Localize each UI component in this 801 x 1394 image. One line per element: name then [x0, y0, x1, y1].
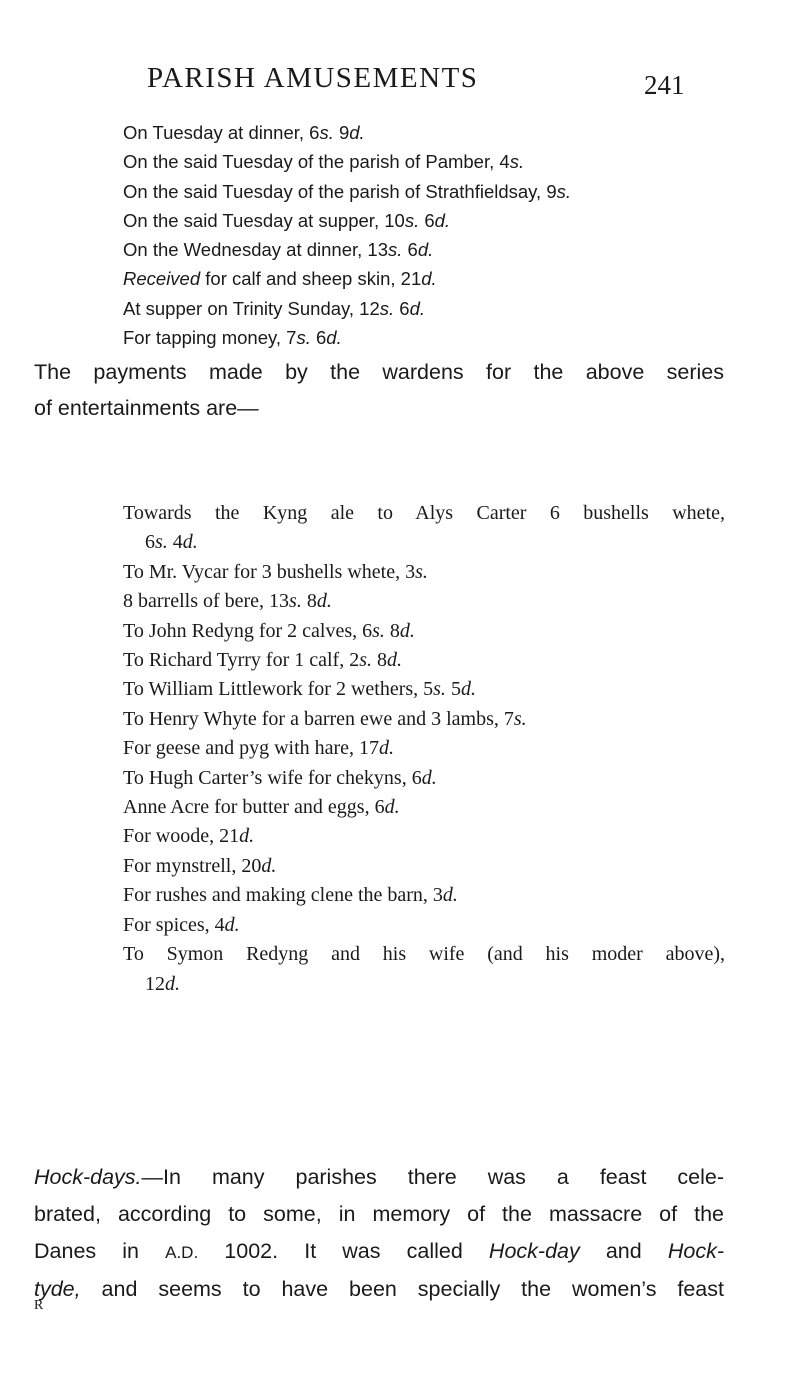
- receipt-line: At supper on Trinity Sunday, 12s. 6d.: [123, 297, 426, 319]
- payment-line: 8 barrells of bere, 13s. 8d.: [123, 590, 332, 613]
- receipt-line: On the said Tuesday of the parish of Pamber, 4s.: [123, 151, 525, 173]
- receipt-line: For tapping money, 7s. 6d.: [123, 327, 342, 349]
- payment-line: To Richard Tyrry for 1 calf, 2s. 8d.: [123, 649, 402, 672]
- payment-line: Towards the Kyng ale to Alys Carter 6 bushells whete,: [123, 502, 725, 524]
- payment-line: To Mr. Vycar for 3 bushells whete, 3s.: [123, 560, 428, 583]
- receipt-line: On Tuesday at dinner, 6s. 9d.: [123, 122, 365, 143]
- payment-line: For geese and pyg with hare, 17d.: [123, 737, 395, 760]
- payment-line: To Hugh Carter’s wife for chekyns, 6d.: [123, 766, 437, 789]
- paragraph-line: Danes in A.D. 1002. It was called Hock-day and Hock-: [34, 1239, 724, 1263]
- page-number: 241: [644, 70, 685, 100]
- hock-days-paragraph: [34, 1159, 724, 1308]
- payment-line: For woode, 21d.: [123, 825, 255, 848]
- receipt-line: Received for calf and sheep skin, 21d.: [123, 268, 437, 290]
- payment-line: For rushes and making clene the barn, 3d.: [123, 884, 458, 907]
- receipt-line: On the Wednesday at dinner, 13s. 6d.: [123, 239, 434, 261]
- paragraph-line: Hock-days.—In many parishes there was a feast cele-: [34, 1165, 724, 1189]
- payment-line-continuation: 6s. 4d.: [145, 531, 198, 554]
- payments-list: [123, 499, 725, 999]
- payment-line: To Henry Whyte for a barren ewe and 3 lambs, 7s.: [123, 707, 527, 730]
- payment-line-continuation: 12d.: [145, 972, 180, 995]
- paragraph-line: of entertainments are—: [34, 396, 259, 420]
- payment-line: To William Littlework for 2 wethers, 5s. 5d.: [123, 678, 476, 701]
- running-title: PARISH AMUSEMENTS: [147, 62, 479, 94]
- intro-paragraph: [34, 354, 724, 426]
- paragraph-line: brated, according to some, in memory of the massacre of the: [34, 1202, 724, 1226]
- receipt-line: On the said Tuesday of the parish of Strathfieldsay, 9s.: [123, 180, 572, 202]
- payment-line: For mynstrell, 20d.: [123, 854, 277, 877]
- payment-line: To Symon Redyng and his wife (and his moder above),: [123, 943, 725, 966]
- payment-line: For spices, 4d.: [123, 913, 240, 936]
- receipts-list: [123, 118, 723, 352]
- section-heading: Hock-days.: [34, 1165, 142, 1189]
- signature-mark: R: [34, 1298, 44, 1313]
- paragraph-line: The payments made by the wardens for the above series: [34, 360, 724, 384]
- payment-line: Anne Acre for butter and eggs, 6d.: [123, 796, 400, 819]
- paragraph-line: tyde, and seems to have been specially the women’s feast: [34, 1277, 724, 1301]
- receipt-line: On the said Tuesday at supper, 10s. 6d.: [123, 209, 451, 231]
- payment-line: To John Redyng for 2 calves, 6s. 8d.: [123, 619, 415, 642]
